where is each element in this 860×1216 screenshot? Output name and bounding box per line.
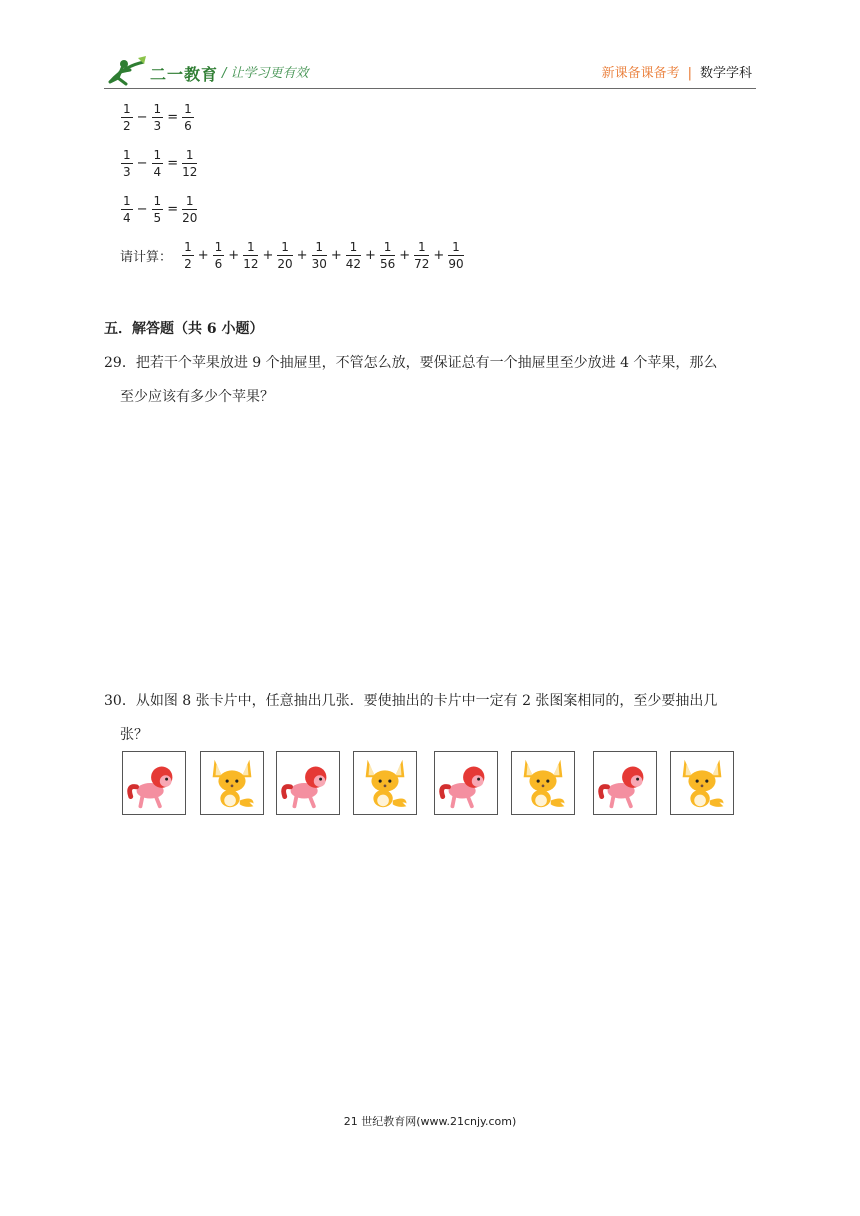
yellow-fox-icon: [354, 752, 416, 814]
fraction: $\frac{1}{12}$: [243, 240, 259, 271]
page-footer: 21 世纪教育网(www.21cnjy.com): [343, 1115, 517, 1128]
header-right: [602, 62, 752, 81]
card-red-pony: [276, 751, 340, 815]
calculation-line: 请计算： $\frac{1}{2}$ + $\frac{1}{6}$ + $\frac{1}{12}$ + $\frac{1}{20}$ + $\frac{1}{30}$ + $\frac{1}{42}$ + $\frac{1}{56}$ + $\frac{1}{72}$ + $\frac{1}{90}$: [120, 240, 464, 271]
fraction: $\frac{1}{72}$: [414, 240, 430, 271]
card-yellow-fox: [353, 751, 417, 815]
calc-label: 请计算：: [120, 250, 173, 265]
section-title: 五．解答题（共 6 小题）: [104, 321, 264, 337]
fraction: $\frac{1}{56}$: [379, 240, 396, 271]
header-subject-label: 数学学科: [699, 66, 752, 81]
fraction: $\frac{1}{30}$: [311, 240, 327, 271]
yellow-fox-icon: [201, 752, 263, 814]
card-yellow-fox: [200, 751, 264, 815]
fraction: $\frac{1}{42}$: [345, 240, 362, 271]
fraction: $\frac{1}{12}$: [182, 148, 198, 179]
header-separator: |: [687, 66, 692, 81]
fraction: $\frac{1}{2}$: [123, 102, 131, 133]
red-pony-icon: [277, 752, 339, 814]
card-red-pony: [122, 751, 186, 815]
yellow-fox-icon: [671, 752, 733, 814]
fraction: $\frac{1}{6}$: [184, 102, 192, 133]
brand-name: 二一教育: [150, 65, 219, 84]
red-pony-icon: [594, 752, 656, 814]
card-red-pony: [593, 751, 657, 815]
example-equation-1: $\frac{1}{2}$ − $\frac{1}{3}$ = $\frac{1}{6}$: [123, 102, 192, 133]
question-29-line1: 29．把若干个苹果放进 9 个抽屉里，不管怎么放，要保证总有一个抽屉里至少放进 4 个苹果，那么: [104, 355, 718, 371]
question-30-line1: 30．从如图 8 张卡片中，任意抽出几张．要使抽出的卡片中一定有 2 张图案相同的，至少要抽出几: [104, 693, 718, 709]
fraction: $\frac{1}{20}$: [182, 194, 198, 225]
question-29: [104, 346, 764, 414]
fraction: $\frac{1}{5}$: [153, 194, 162, 225]
example-equation-2: $\frac{1}{3}$ − $\frac{1}{4}$ = $\frac{1}{12}$: [123, 148, 198, 179]
fraction: $\frac{1}{3}$: [153, 102, 162, 133]
slogan: / 让学习更有效: [222, 66, 309, 81]
red-pony-icon: [435, 752, 497, 814]
example-equation-3: $\frac{1}{4}$ − $\frac{1}{5}$ = $\frac{1}{20}$: [123, 194, 198, 225]
fraction: $\frac{1}{3}$: [123, 148, 131, 179]
fraction: $\frac{1}{2}$: [184, 240, 192, 271]
fraction: $\frac{1}{20}$: [277, 240, 293, 271]
question-30: [104, 684, 764, 752]
header-divider: [104, 88, 756, 89]
question-29-line2: 至少应该有多少个苹果？: [120, 389, 274, 405]
card-yellow-fox: [511, 751, 575, 815]
fraction: $\frac{1}{4}$: [123, 194, 131, 225]
header-course-label: 新课备课备考: [601, 66, 680, 81]
card-yellow-fox: [670, 751, 734, 815]
fraction: $\frac{1}{4}$: [153, 148, 162, 179]
fraction: $\frac{1}{6}$: [214, 240, 223, 271]
red-pony-icon: [123, 752, 185, 814]
yellow-fox-icon: [512, 752, 574, 814]
card-red-pony: [434, 751, 498, 815]
fraction: $\frac{1}{90}$: [448, 240, 464, 271]
question-30-line2: 张？: [120, 727, 148, 743]
